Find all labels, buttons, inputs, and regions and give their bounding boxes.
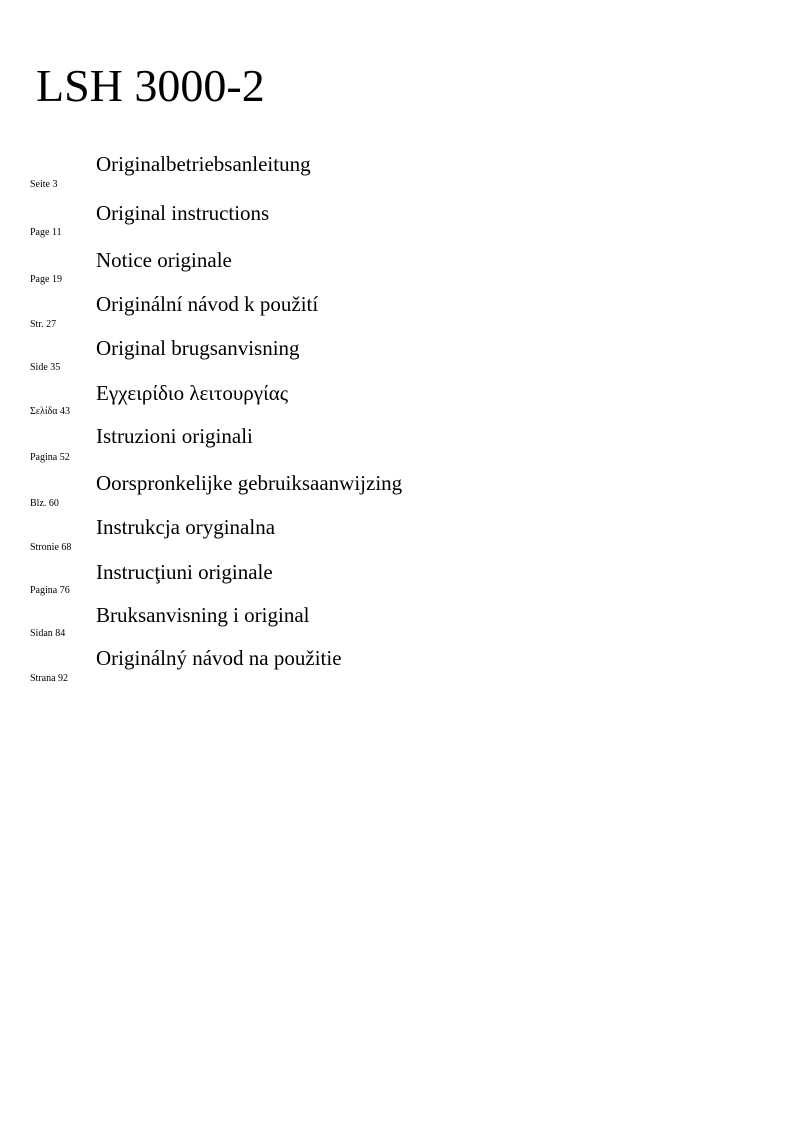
language-entry-label[interactable]: Bruksanvisning i original bbox=[96, 603, 310, 627]
language-entry-page[interactable]: Side 35 bbox=[30, 362, 61, 373]
language-entry-page[interactable]: Seite 3 bbox=[30, 179, 58, 190]
language-entry-label[interactable]: Original instructions bbox=[96, 201, 270, 225]
language-entry-label[interactable]: Notice originale bbox=[96, 248, 232, 272]
language-entry-page[interactable]: Pagina 76 bbox=[30, 585, 70, 596]
language-entry-page[interactable]: Page 11 bbox=[30, 227, 62, 238]
language-entry-label[interactable]: Istruzioni originali bbox=[96, 424, 253, 448]
language-entry-label[interactable]: Originálný návod na použitie bbox=[96, 646, 342, 670]
language-entry-page[interactable]: Stronie 68 bbox=[30, 542, 72, 553]
language-entry-page[interactable]: Blz. 60 bbox=[30, 498, 59, 509]
language-entry-label[interactable]: Originální návod k použití bbox=[96, 292, 319, 316]
document-title: LSH 3000-2 bbox=[36, 60, 265, 111]
language-entry-page[interactable]: Page 19 bbox=[30, 274, 62, 285]
language-entry-label[interactable]: Original brugsanvisning bbox=[96, 336, 300, 360]
language-entry-label[interactable]: Originalbetriebsanleitung bbox=[96, 152, 311, 176]
language-entry-page[interactable]: Str. 27 bbox=[30, 319, 57, 330]
language-entry-label[interactable]: Εγχειρίδιο λειτουργίας bbox=[96, 381, 289, 405]
language-entry-page[interactable]: Strana 92 bbox=[30, 673, 69, 684]
language-entry-label[interactable]: Instrukcja oryginalna bbox=[96, 515, 276, 539]
language-entry-page[interactable]: Sidan 84 bbox=[30, 628, 66, 639]
language-entry-label[interactable]: Instrucţiuni originale bbox=[96, 560, 273, 584]
language-entry-page[interactable]: Pagina 52 bbox=[30, 452, 70, 463]
language-entry-label[interactable]: Oorspronkelijke gebruiksaanwijzing bbox=[96, 471, 403, 495]
language-entry-page[interactable]: Σελίδα 43 bbox=[30, 406, 71, 417]
